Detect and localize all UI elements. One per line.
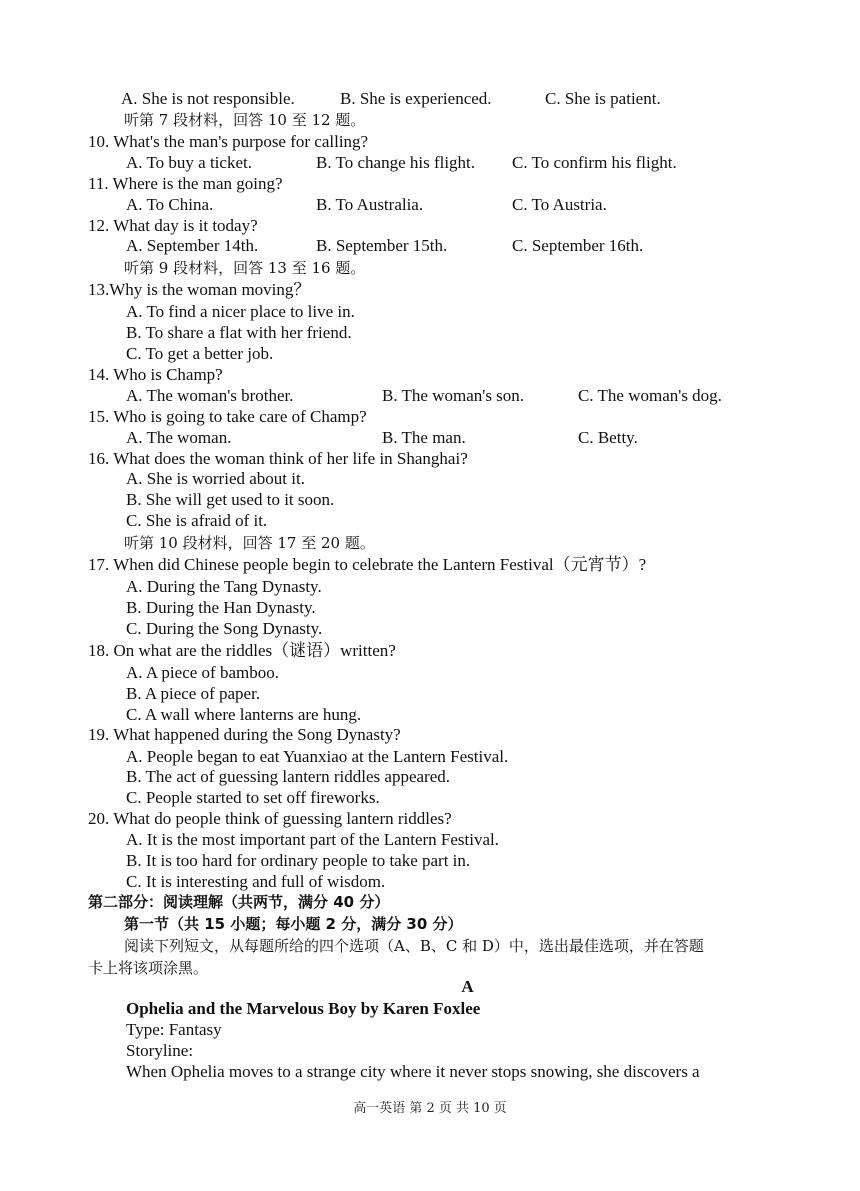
q14-option-a: A. The woman's brother.	[126, 386, 294, 405]
q17-option-a: A. During the Tang Dynasty.	[126, 577, 322, 596]
q11-option-b: B. To Australia.	[316, 195, 424, 214]
q15-stem: 15. Who is going to take care of Champ?	[88, 407, 367, 426]
page-footer: 高一英语 第 2 页 共 10 页	[353, 1101, 507, 1116]
q11-stem: 11. Where is the man going?	[88, 174, 283, 193]
passage-label: A	[461, 977, 474, 996]
q12-option-c: C. September 16th.	[512, 236, 644, 255]
q18-option-b: B. A piece of paper.	[126, 684, 261, 703]
q13-option-a: A. To find a nicer place to live in.	[126, 302, 355, 321]
section9-note: 听第 9 段材料，回答 13 至 16 题。	[124, 259, 366, 277]
q12-option-b: B. September 15th.	[316, 236, 448, 255]
q9-option-c: C. She is patient.	[545, 89, 661, 108]
q10-option-a: A. To buy a ticket.	[126, 153, 252, 172]
q9-option-a: A. She is not responsible.	[121, 89, 295, 108]
q20-option-a: A. It is the most important part of the Lantern Festival.	[126, 830, 499, 849]
q14-option-c: C. The woman's dog.	[578, 386, 722, 405]
part2-title: 第二部分：阅读理解（共两节，满分 40 分）	[88, 893, 390, 911]
q16-stem: 16. What does the woman think of her life in Shanghai?	[88, 449, 468, 468]
q19-stem: 19. What happened during the Song Dynasty?	[88, 725, 401, 744]
q13-option-b: B. To share a flat with her friend.	[126, 323, 352, 342]
book-storyline-label: Storyline:	[126, 1041, 194, 1060]
q15-option-b: B. The man.	[382, 428, 466, 447]
part2-instructions-line1: 阅读下列短文，从每题所给的四个选项（A、B、C 和 D）中，选出最佳选项，并在答题	[124, 937, 704, 955]
q11-option-c: C. To Austria.	[512, 195, 607, 214]
q19-option-c: C. People started to set off fireworks.	[126, 788, 380, 807]
q13-option-c: C. To get a better job.	[126, 344, 274, 363]
q20-option-c: C. It is interesting and full of wisdom.	[126, 872, 386, 891]
q18-option-a: A. A piece of bamboo.	[126, 663, 279, 682]
q14-option-b: B. The woman's son.	[382, 386, 525, 405]
q17-stem: 17. When did Chinese people begin to celebrate the Lantern Festival（元宵节）?	[88, 555, 647, 574]
q16-option-a: A. She is worried about it.	[126, 469, 305, 488]
book-title: Ophelia and the Marvelous Boy by Karen Foxlee	[126, 999, 481, 1018]
q16-option-c: C. She is afraid of it.	[126, 511, 268, 530]
section7-note: 听第 7 段材料，回答 10 至 12 题。	[124, 111, 366, 129]
q17-option-c: C. During the Song Dynasty.	[126, 619, 323, 638]
book-type: Type: Fantasy	[126, 1020, 222, 1039]
q12-option-a: A. September 14th.	[126, 236, 259, 255]
q19-option-b: B. The act of guessing lantern riddles appeared.	[126, 767, 450, 786]
q9-option-b: B. She is experienced.	[340, 89, 492, 108]
q18-stem: 18. On what are the riddles（谜语）written?	[88, 641, 396, 660]
book-storyline-text: When Ophelia moves to a strange city where it never stops snowing, she discovers a	[126, 1062, 700, 1081]
q12-stem: 12. What day is it today?	[88, 216, 258, 235]
q10-option-b: B. To change his flight.	[316, 153, 476, 172]
part2-instructions-line2: 卡上将该项涂黑。	[88, 959, 209, 977]
section10-note: 听第 10 段材料，回答 17 至 20 题。	[124, 534, 375, 552]
q20-option-b: B. It is too hard for ordinary people to take part in.	[126, 851, 471, 870]
q15-option-c: C. Betty.	[578, 428, 638, 447]
q11-option-a: A. To China.	[126, 195, 214, 214]
q18-option-c: C. A wall where lanterns are hung.	[126, 705, 362, 724]
q14-stem: 14. Who is Champ?	[88, 365, 223, 384]
part2-section1-title: 第一节（共 15 小题；每小题 2 分，满分 30 分）	[124, 915, 463, 933]
q16-option-b: B. She will get used to it soon.	[126, 490, 335, 509]
q20-stem: 20. What do people think of guessing lantern riddles?	[88, 809, 452, 828]
q15-option-a: A. The woman.	[126, 428, 232, 447]
q13-stem: 13.Why is the woman moving？	[88, 280, 311, 299]
q10-stem: 10. What's the man's purpose for calling?	[88, 132, 369, 151]
q17-option-b: B. During the Han Dynasty.	[126, 598, 316, 617]
q19-option-a: A. People began to eat Yuanxiao at the Lantern Festival.	[126, 747, 509, 766]
q10-option-c: C. To confirm his flight.	[512, 153, 677, 172]
